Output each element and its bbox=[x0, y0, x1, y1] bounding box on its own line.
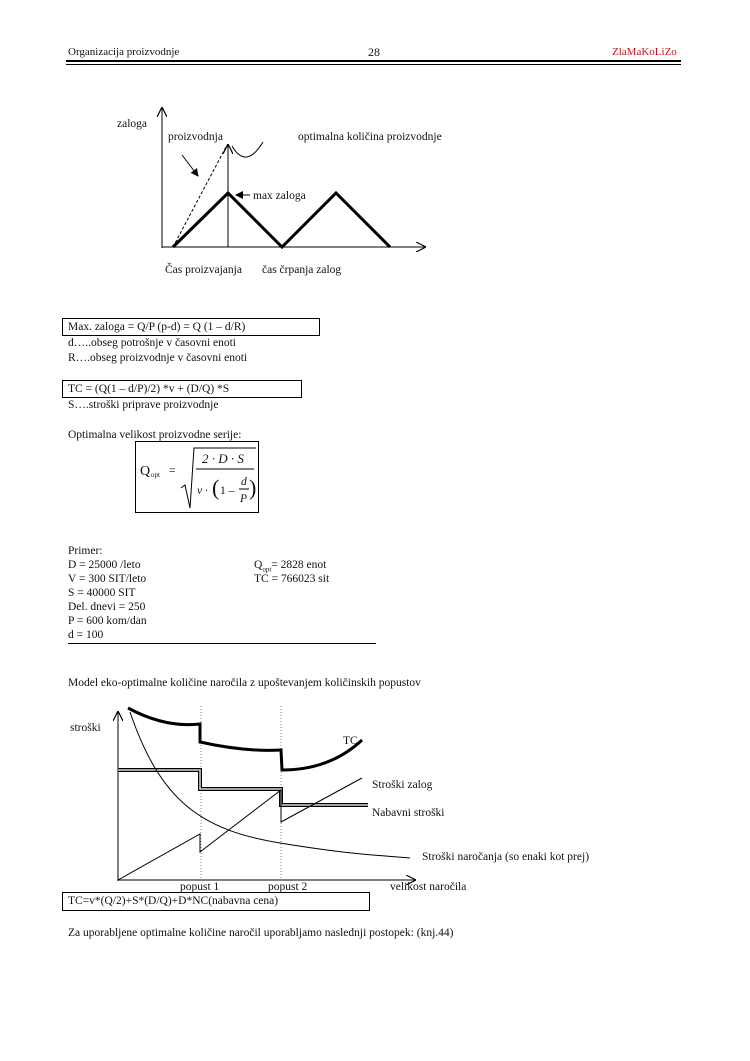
production-line bbox=[173, 145, 227, 247]
stock-cost-label: Stroški zalog bbox=[372, 779, 433, 791]
equals: = bbox=[169, 465, 176, 477]
production-arrow-icon bbox=[182, 155, 198, 176]
model-title: Model eko-optimalne količine naročila z upoštevanjem količinskih popustov bbox=[68, 677, 421, 689]
production-label: proizvodnja bbox=[168, 131, 223, 143]
paren-close: ) bbox=[249, 475, 257, 500]
example-line: V = 300 SIT/leto bbox=[68, 573, 147, 585]
qopt-formula-box bbox=[135, 441, 259, 513]
discount1-label: popust 1 bbox=[180, 881, 220, 893]
s-definition: S….stroški priprave proizvodnje bbox=[68, 399, 219, 411]
optimal-label: optimalna količina proizvodnje bbox=[298, 131, 442, 143]
ordering-cost-label: Stroški naročanja (so enaki kot prej) bbox=[422, 851, 590, 863]
max-stock-formula: Max. zaloga = Q/P (p-d) = Q (1 – d/R) bbox=[68, 321, 246, 333]
q-sub: opt bbox=[262, 565, 272, 574]
q-value: = 2828 enot bbox=[271, 559, 327, 571]
tc-result: TC = 766023 sit bbox=[254, 573, 330, 585]
y-axis-label: zaloga bbox=[117, 118, 148, 130]
production-time-label: Čas proizvajanja bbox=[165, 264, 242, 276]
purchase-cost-outer bbox=[118, 770, 368, 805]
cost-y-label: stroški bbox=[70, 722, 101, 734]
brand-part: Ma bbox=[626, 46, 642, 58]
brand-part: a bbox=[621, 46, 627, 58]
one-minus: 1 – bbox=[220, 485, 235, 497]
d-definition: d…..obseg potrošnje v časovni enoti bbox=[68, 337, 237, 349]
header-title: Organizacija proizvodnje bbox=[68, 46, 180, 58]
discount2-label: popust 2 bbox=[268, 881, 308, 893]
brand-part: Zo bbox=[664, 46, 677, 58]
example-line: d = 100 bbox=[68, 629, 104, 641]
d-symbol: d bbox=[241, 476, 247, 488]
procedure-text: Za uporabljene optimalne količine naročil uporabljamo naslednji postopek: (knj.44) bbox=[68, 927, 454, 939]
purchase-cost-label: Nabavni stroški bbox=[372, 807, 445, 819]
p-symbol: P bbox=[240, 493, 248, 505]
model-formula: TC=v*(Q/2)+S*(D/Q)+D*NC(nabavna cena) bbox=[68, 895, 279, 907]
q-symbol: Q bbox=[140, 464, 151, 479]
qopt-formula bbox=[136, 442, 258, 512]
tc-curve bbox=[128, 708, 362, 770]
q-subscript: opt bbox=[151, 471, 160, 479]
brand-part: Zl bbox=[612, 46, 622, 58]
example-rule bbox=[68, 643, 376, 644]
tc-formula: TC = (Q(1 – d/P)/2) *v + (D/Q) *S bbox=[68, 383, 230, 395]
cost-x-label: velikost naročila bbox=[390, 881, 467, 893]
page-number: 28 bbox=[368, 45, 380, 59]
example-title: Primer: bbox=[68, 545, 103, 557]
max-stock-label: max zaloga bbox=[253, 190, 306, 202]
v-term: v · bbox=[197, 485, 208, 497]
example-line: S = 40000 SIT bbox=[68, 587, 136, 599]
r-definition: R….obseg proizvodnje v časovni enoti bbox=[68, 352, 248, 364]
brand-part: Ko bbox=[641, 46, 655, 58]
q-label: Q bbox=[254, 559, 263, 571]
numerator: 2 · D · S bbox=[202, 451, 244, 466]
paren-open: ( bbox=[212, 475, 220, 500]
depletion-time-label: čas črpanja zalog bbox=[262, 264, 342, 276]
curve-arrow bbox=[232, 142, 263, 157]
brand-part: Li bbox=[654, 46, 665, 58]
tc-label: TC bbox=[343, 735, 358, 747]
optimal-title: Optimalna velikost proizvodne serije: bbox=[68, 429, 242, 441]
example-line: D = 25000 /leto bbox=[68, 559, 141, 571]
example-line: Del. dnevi = 250 bbox=[68, 601, 146, 613]
stock-cost-line bbox=[118, 778, 362, 880]
ordering-cost-curve bbox=[130, 712, 410, 858]
example-line: P = 600 kom/dan bbox=[68, 615, 147, 627]
